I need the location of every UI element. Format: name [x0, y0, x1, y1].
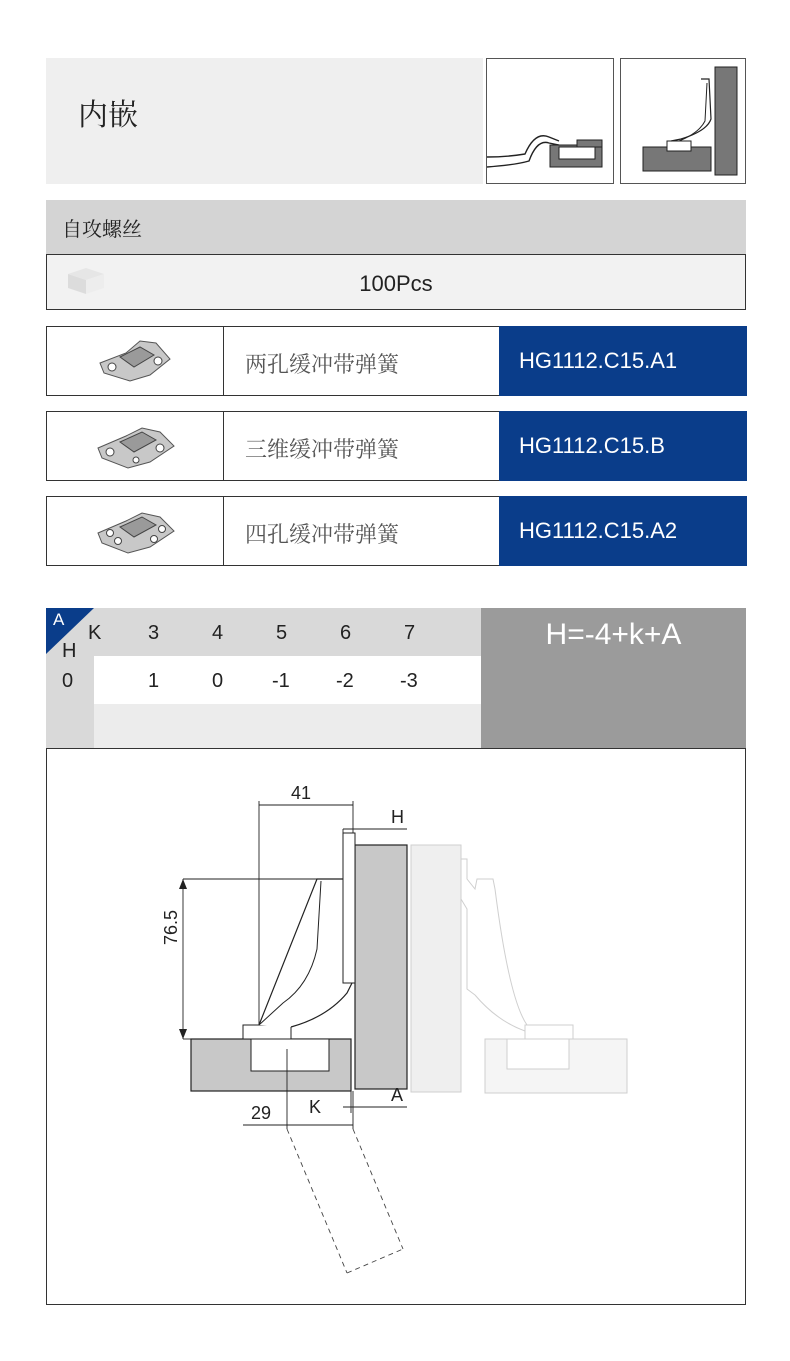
k-value: 5 [276, 622, 288, 644]
a-value: 0 [62, 670, 74, 692]
h-value: 0 [212, 670, 224, 692]
h-value: 1 [148, 670, 160, 692]
mounting-plate-icon [47, 497, 224, 565]
product-row [46, 496, 746, 566]
formula-text: H=-4+k+A [545, 618, 682, 651]
technical-drawing [46, 748, 746, 1305]
dimension-29: 29 [251, 1103, 272, 1123]
product-row [46, 411, 746, 481]
k-value: 3 [148, 622, 160, 644]
mounting-plate-icon [47, 327, 224, 395]
corner-h-label: H [62, 640, 77, 662]
dimension-41: 41 [291, 783, 312, 803]
screw-type-label: 自攻螺丝 [62, 219, 142, 241]
corner-a-label: A [53, 610, 65, 629]
product-code: HG1112.C15.B [499, 411, 747, 481]
product-name: 四孔缓冲带弹簧 [245, 522, 400, 547]
h-value: -3 [400, 670, 418, 692]
dimension-h: H [391, 807, 404, 827]
page-title: 内嵌 [78, 99, 138, 132]
dimension-76-5: 76.5 [161, 909, 181, 945]
screw-type-bar [46, 200, 746, 254]
product-row [46, 326, 746, 396]
dimension-k: K [309, 1097, 322, 1117]
k-value: 6 [340, 622, 352, 644]
h-value: -1 [272, 670, 290, 692]
quantity-text: 100Pcs [359, 271, 433, 296]
h-value: -2 [336, 670, 354, 692]
full-overlay-icon [620, 58, 746, 184]
ghost-hinge [411, 845, 627, 1093]
product-name: 三维缓冲带弹簧 [245, 437, 400, 462]
mounting-plate-icon [47, 412, 224, 480]
product-code: HG1112.C15.A1 [499, 326, 747, 396]
k-value: 7 [404, 622, 416, 644]
product-code: HG1112.C15.A2 [499, 496, 747, 566]
k-value: 4 [212, 622, 224, 644]
inset-cabinet-icon [486, 58, 614, 184]
product-name: 两孔缓冲带弹簧 [245, 352, 400, 377]
dimension-a: A [391, 1085, 404, 1105]
corner-k-label: K [88, 622, 102, 644]
k-header-row [46, 608, 481, 656]
k-empty-row [46, 704, 481, 748]
